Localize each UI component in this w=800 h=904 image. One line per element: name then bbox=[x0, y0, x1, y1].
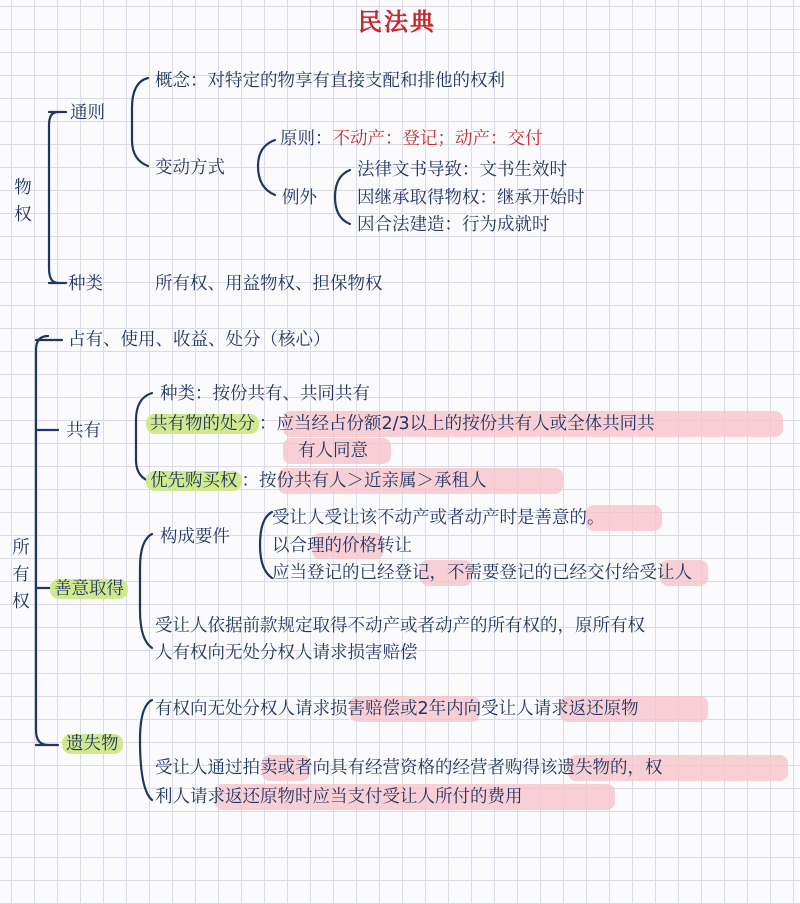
shanyi-result-2: 人有权向无处分权人请求损害赔偿 bbox=[155, 643, 418, 663]
biandong-bracket bbox=[258, 140, 275, 195]
yishiwu-text-2b: 利人请求返还原物时应当支付受让人所付的费用 bbox=[155, 787, 523, 807]
suoyouquan-bracket bbox=[36, 336, 48, 745]
yishiwu-label-wrap bbox=[62, 732, 123, 756]
yishiwu-text-2a: 受让人通过拍卖或者向具有经营资格的经营者购得该遗失物的，权 bbox=[155, 758, 663, 778]
page-title: 民法典 bbox=[358, 7, 436, 36]
youxian-label: 优先购买权 bbox=[146, 471, 242, 491]
wuquan-root-label: 物权 bbox=[14, 178, 32, 225]
goucheng-item-1: 受让人受让该不动产或者动产时是善意的。 bbox=[272, 508, 605, 528]
shanyi-result-1: 受让人依据前款规定取得不动产或者动产的所有权的，原所有权 bbox=[155, 616, 645, 636]
suoyouquan-root-label: 所有权 bbox=[12, 538, 30, 612]
goucheng-item-3: 应当登记的已经登记，不需要登记的已经交付给受让人 bbox=[272, 563, 692, 583]
liwai-item-1: 法律文书导致：文书生效时 bbox=[357, 160, 567, 180]
chufen-label: 共有物的处分 bbox=[146, 414, 259, 434]
chufen-line bbox=[146, 412, 655, 436]
chufen-text-cont: 有人同意 bbox=[298, 441, 368, 461]
liwai-item-2: 因继承取得物权：继承开始时 bbox=[357, 188, 585, 208]
tongze-bracket bbox=[132, 78, 148, 166]
shanyi-bracket bbox=[140, 534, 152, 648]
wuquan-bracket bbox=[49, 112, 58, 283]
yuanze-line bbox=[280, 127, 543, 151]
yishiwu-label: 遗失物 bbox=[62, 734, 123, 754]
yuanze-label: 原则： bbox=[280, 129, 333, 149]
liwai-label: 例外 bbox=[282, 188, 317, 208]
liwai-bracket bbox=[335, 170, 350, 224]
goucheng-label: 构成要件 bbox=[160, 527, 230, 547]
zhonglei-label: 种类 bbox=[68, 274, 103, 294]
yishiwu-text-1: 有权向无处分权人请求损害赔偿或2年内向受让人请求返还原物 bbox=[155, 699, 639, 719]
gainian-text: 概念：对特定的物享有直接支配和排他的权利 bbox=[155, 71, 505, 91]
yuanze-text: 不动产：登记；动产：交付 bbox=[332, 129, 543, 149]
zhonglei-text: 所有权、用益物权、担保物权 bbox=[155, 274, 383, 294]
gongyou-types: 种类：按份共有、共同共有 bbox=[160, 384, 370, 404]
goucheng-bracket bbox=[260, 512, 272, 578]
shanyi-label-wrap bbox=[50, 577, 128, 601]
core-rights-text: 占有、使用、收益、处分（核心） bbox=[68, 330, 331, 350]
gongyou-label: 共有 bbox=[66, 421, 101, 441]
tongze-label: 通则 bbox=[70, 103, 105, 123]
chufen-text: ：应当经占份额2/3以上的按份共有人或全体共同共 bbox=[259, 414, 655, 434]
goucheng-item-2: 以合理的价格转让 bbox=[272, 536, 412, 556]
youxian-text: ：按份共有人＞近亲属＞承租人 bbox=[241, 471, 487, 491]
youxian-line bbox=[146, 469, 487, 493]
shanyi-label: 善意取得 bbox=[50, 579, 128, 599]
yishiwu-bracket bbox=[140, 700, 152, 800]
liwai-item-3: 因合法建造：行为成就时 bbox=[357, 215, 550, 235]
biandong-label: 变动方式 bbox=[155, 158, 225, 178]
